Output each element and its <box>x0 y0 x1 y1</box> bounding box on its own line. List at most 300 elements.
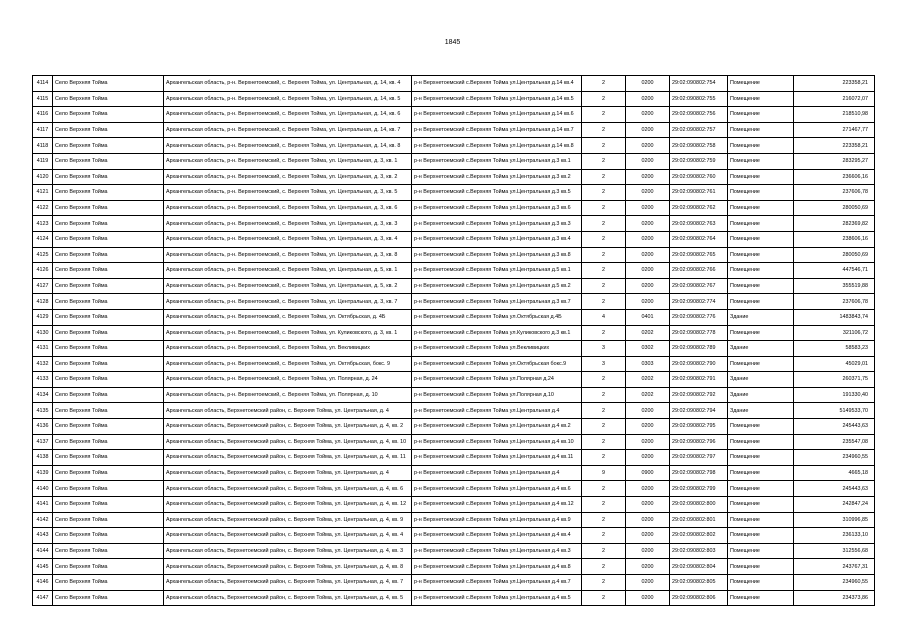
object-type-cell: Помещение <box>728 200 794 216</box>
location-cell: р-н Верхнетоемский с.Верхняя Тойма ул.Центральная д.4 кв.6 <box>412 481 582 497</box>
address-cell: Архангельская область, Верхнетоемский район, с. Верхняя Тойма, ул. Центральная, д. 4, кв. 11 <box>164 450 412 466</box>
address-cell: Архангельская область, р-н. Верхнетоемский, с. Верхняя Тойма, ул. Центральная, д. 3, кв. 4 <box>164 231 412 247</box>
table-row <box>33 419 875 435</box>
table-row <box>33 153 875 169</box>
subgroup-code-cell: 0200 <box>626 231 670 247</box>
address-cell: Архангельская область, Верхнетоемский район, с. Верхняя Тойма, ул. Центральная, д. 4, кв. 2 <box>164 419 412 435</box>
group-code-cell: 2 <box>582 419 626 435</box>
settlement-cell: Село Верхняя Тойма <box>53 231 164 247</box>
row-number-cell: 4131 <box>33 341 53 357</box>
table-row <box>33 91 875 107</box>
group-code-cell: 2 <box>582 91 626 107</box>
group-code-cell: 2 <box>582 512 626 528</box>
subgroup-code-cell: 0200 <box>626 76 670 92</box>
row-number-cell: 4130 <box>33 325 53 341</box>
group-code-cell: 2 <box>582 278 626 294</box>
subgroup-code-cell: 0202 <box>626 325 670 341</box>
subgroup-code-cell: 0200 <box>626 403 670 419</box>
cadastral-number-cell: 29:02:090802:761 <box>670 185 728 201</box>
subgroup-code-cell: 0200 <box>626 122 670 138</box>
table-row <box>33 434 875 450</box>
object-type-cell: Помещение <box>728 216 794 232</box>
cadastral-value-cell: 234960,55 <box>794 450 875 466</box>
group-code-cell: 3 <box>582 341 626 357</box>
group-code-cell: 2 <box>582 450 626 466</box>
cadastral-number-cell: 29:02:090802:797 <box>670 450 728 466</box>
object-type-cell: Помещение <box>728 294 794 310</box>
group-code-cell: 2 <box>582 169 626 185</box>
location-cell: р-н Верхнетоемский с.Верхняя Тойма ул.Центральная д.3 кв.7 <box>412 294 582 310</box>
row-number-cell: 4117 <box>33 122 53 138</box>
table-row <box>33 76 875 92</box>
settlement-cell: Село Верхняя Тойма <box>53 419 164 435</box>
location-cell: р-н Верхнетоемский с.Верхняя Тойма ул.Центральная д.4 кв.12 <box>412 497 582 513</box>
address-cell: Архангельская область, р-н. Верхнетоемский, с. Верхняя Тойма, ул. Центральная, д. 14, кв. 8 <box>164 138 412 154</box>
group-code-cell: 2 <box>582 403 626 419</box>
row-number-cell: 4138 <box>33 450 53 466</box>
address-cell: Архангельская область, Верхнетоемский район, с. Верхняя Тойма, ул. Центральная, д. 4, кв. 10 <box>164 434 412 450</box>
settlement-cell: Село Верхняя Тойма <box>53 543 164 559</box>
row-number-cell: 4140 <box>33 481 53 497</box>
location-cell: р-н Верхнетоемский с.Верхняя Тойма ул.Центральная д.4 кв.5 <box>412 590 582 606</box>
location-cell: р-н Верхнетоемский с.Верхняя Тойма ул.Центральная д.4 кв.10 <box>412 434 582 450</box>
settlement-cell: Село Верхняя Тойма <box>53 356 164 372</box>
address-cell: Архангельская область, Верхнетоемский район, с. Верхняя Тойма, ул. Центральная, д. 4, кв. 7 <box>164 575 412 591</box>
table-row <box>33 590 875 606</box>
table-row <box>33 341 875 357</box>
object-type-cell: Помещение <box>728 528 794 544</box>
row-number-cell: 4137 <box>33 434 53 450</box>
object-type-cell: Помещение <box>728 91 794 107</box>
cadastral-number-cell: 29:02:090802:759 <box>670 153 728 169</box>
settlement-cell: Село Верхняя Тойма <box>53 450 164 466</box>
location-cell: р-н Верхнетоемский с.Верхняя Тойма ул.Векливицких <box>412 341 582 357</box>
cadastral-value-cell: 191330,40 <box>794 387 875 403</box>
subgroup-code-cell: 0200 <box>626 590 670 606</box>
row-number-cell: 4118 <box>33 138 53 154</box>
group-code-cell: 2 <box>582 325 626 341</box>
page-number: 1845 <box>444 39 461 46</box>
object-type-cell: Помещение <box>728 231 794 247</box>
settlement-cell: Село Верхняя Тойма <box>53 575 164 591</box>
address-cell: Архангельская область, р-н. Верхнетоемский, с. Верхняя Тойма, ул. Центральная, д. 14, кв. 7 <box>164 122 412 138</box>
cadastral-value-cell: 45029,01 <box>794 356 875 372</box>
address-cell: Архангельская область, р-н. Верхнетоемский, с. Верхняя Тойма, ул. Центральная, д. 3, кв. 3 <box>164 216 412 232</box>
cadastral-value-cell: 271467,77 <box>794 122 875 138</box>
address-cell: Архангельская область, р-н. Верхнетоемский, с. Верхняя Тойма, ул. Центральная, д. 3, кв. 8 <box>164 247 412 263</box>
row-number-cell: 4119 <box>33 153 53 169</box>
cadastral-value-cell: 234373,86 <box>794 590 875 606</box>
cadastral-number-cell: 29:02:090802:774 <box>670 294 728 310</box>
subgroup-code-cell: 0200 <box>626 419 670 435</box>
table-row <box>33 138 875 154</box>
subgroup-code-cell: 0200 <box>626 528 670 544</box>
row-number-cell: 4139 <box>33 465 53 481</box>
table-row <box>33 185 875 201</box>
group-code-cell: 2 <box>582 294 626 310</box>
group-code-cell: 2 <box>582 590 626 606</box>
cadastral-value-cell: 223358,21 <box>794 138 875 154</box>
cadastral-value-cell: 237606,78 <box>794 185 875 201</box>
subgroup-code-cell: 0200 <box>626 512 670 528</box>
settlement-cell: Село Верхняя Тойма <box>53 325 164 341</box>
location-cell: р-н Верхнетоемский с.Верхняя Тойма ул.Центральная д.14 кв.6 <box>412 107 582 123</box>
cadastral-value-cell: 216072,07 <box>794 91 875 107</box>
group-code-cell: 2 <box>582 263 626 279</box>
cadastral-number-cell: 29:02:090802:800 <box>670 497 728 513</box>
location-cell: р-н Верхнетоемский с.Верхняя Тойма ул.Центральная д.4 кв.8 <box>412 559 582 575</box>
settlement-cell: Село Верхняя Тойма <box>53 122 164 138</box>
location-cell: р-н Верхнетоемский с.Верхняя Тойма ул.Октябрьская бокс.9 <box>412 356 582 372</box>
object-type-cell: Помещение <box>728 278 794 294</box>
row-number-cell: 4126 <box>33 263 53 279</box>
row-number-cell: 4127 <box>33 278 53 294</box>
group-code-cell: 2 <box>582 247 626 263</box>
location-cell: р-н Верхнетоемский с.Верхняя Тойма ул.Центральная д.14 кв.8 <box>412 138 582 154</box>
cadastral-number-cell: 29:02:090802:754 <box>670 76 728 92</box>
settlement-cell: Село Верхняя Тойма <box>53 138 164 154</box>
table-row <box>33 216 875 232</box>
object-type-cell: Помещение <box>728 465 794 481</box>
table-row <box>33 387 875 403</box>
row-number-cell: 4121 <box>33 185 53 201</box>
location-cell: р-н Верхнетоемский с.Верхняя Тойма ул.Центральная д.3 кв.4 <box>412 231 582 247</box>
subgroup-code-cell: 0200 <box>626 543 670 559</box>
object-type-cell: Помещение <box>728 122 794 138</box>
row-number-cell: 4145 <box>33 559 53 575</box>
subgroup-code-cell: 0200 <box>626 169 670 185</box>
object-type-cell: Помещение <box>728 263 794 279</box>
cadastral-value-cell: 236133,10 <box>794 528 875 544</box>
table-row <box>33 247 875 263</box>
location-cell: р-н Верхнетоемский с.Верхняя Тойма ул.Центральная д.14 кв.4 <box>412 76 582 92</box>
group-code-cell: 2 <box>582 216 626 232</box>
subgroup-code-cell: 0200 <box>626 200 670 216</box>
settlement-cell: Село Верхняя Тойма <box>53 76 164 92</box>
row-number-cell: 4134 <box>33 387 53 403</box>
subgroup-code-cell: 0200 <box>626 575 670 591</box>
object-type-cell: Помещение <box>728 543 794 559</box>
settlement-cell: Село Верхняя Тойма <box>53 590 164 606</box>
address-cell: Архангельская область, Верхнетоемский район, с. Верхняя Тойма, ул. Центральная, д. 4, кв. 9 <box>164 512 412 528</box>
location-cell: р-н Верхнетоемский с.Верхняя Тойма ул.Центральная д.4 кв.9 <box>412 512 582 528</box>
cadastral-value-cell: 238606,16 <box>794 231 875 247</box>
subgroup-code-cell: 0200 <box>626 497 670 513</box>
cadastral-value-cell: 236606,16 <box>794 169 875 185</box>
cadastral-value-cell: 235547,08 <box>794 434 875 450</box>
address-cell: Архангельская область, р-н. Верхнетоемский, с. Верхняя Тойма, ул. Центральная, д. 3, кв. 1 <box>164 153 412 169</box>
object-type-cell: Помещение <box>728 247 794 263</box>
cadastral-value-cell: 234960,55 <box>794 575 875 591</box>
settlement-cell: Село Верхняя Тойма <box>53 200 164 216</box>
address-cell: Архангельская область, р-н. Верхнетоемский, с. Верхняя Тойма, ул. Полярная, д. 10 <box>164 387 412 403</box>
subgroup-code-cell: 0200 <box>626 294 670 310</box>
table-row <box>33 450 875 466</box>
cadastral-number-cell: 29:02:090802:760 <box>670 169 728 185</box>
table-row <box>33 263 875 279</box>
location-cell: р-н Верхнетоемский с.Верхняя Тойма ул.Центральная д.4 <box>412 403 582 419</box>
location-cell: р-н Верхнетоемский с.Верхняя Тойма ул.Центральная д.3 кв.5 <box>412 185 582 201</box>
settlement-cell: Село Верхняя Тойма <box>53 91 164 107</box>
object-type-cell: Помещение <box>728 76 794 92</box>
subgroup-code-cell: 0900 <box>626 465 670 481</box>
address-cell: Архангельская область, р-н. Верхнетоемский, с. Верхняя Тойма, ул. Центральная, д. 5, кв. 1 <box>164 263 412 279</box>
cadastral-number-cell: 29:02:090802:794 <box>670 403 728 419</box>
subgroup-code-cell: 0302 <box>626 341 670 357</box>
group-code-cell: 2 <box>582 153 626 169</box>
address-cell: Архангельская область, р-н. Верхнетоемский, с. Верхняя Тойма, ул. Центральная, д. 14, кв. 4 <box>164 76 412 92</box>
settlement-cell: Село Верхняя Тойма <box>53 465 164 481</box>
settlement-cell: Село Верхняя Тойма <box>53 481 164 497</box>
table-row <box>33 107 875 123</box>
table-row <box>33 200 875 216</box>
settlement-cell: Село Верхняя Тойма <box>53 403 164 419</box>
address-cell: Архангельская область, Верхнетоемский район, с. Верхняя Тойма, ул. Центральная, д. 4 <box>164 465 412 481</box>
settlement-cell: Село Верхняя Тойма <box>53 559 164 575</box>
table-row <box>33 278 875 294</box>
address-cell: Архангельская область, р-н. Верхнетоемский, с. Верхняя Тойма, ул. Векливицких <box>164 341 412 357</box>
group-code-cell: 2 <box>582 372 626 388</box>
table-row <box>33 122 875 138</box>
cadastral-value-cell: 280050,69 <box>794 247 875 263</box>
settlement-cell: Село Верхняя Тойма <box>53 185 164 201</box>
settlement-cell: Село Верхняя Тойма <box>53 169 164 185</box>
cadastral-value-cell: 280050,69 <box>794 200 875 216</box>
cadastral-number-cell: 29:02:090802:766 <box>670 263 728 279</box>
object-type-cell: Помещение <box>728 356 794 372</box>
cadastral-value-cell: 355519,88 <box>794 278 875 294</box>
object-type-cell: Помещение <box>728 559 794 575</box>
table-row <box>33 465 875 481</box>
settlement-cell: Село Верхняя Тойма <box>53 434 164 450</box>
location-cell: р-н Верхнетоемский с.Верхняя Тойма ул.Куликовского д.3 кв.1 <box>412 325 582 341</box>
group-code-cell: 2 <box>582 543 626 559</box>
cadastral-value-cell: 310996,85 <box>794 512 875 528</box>
table-row <box>33 372 875 388</box>
address-cell: Архангельская область, р-н. Верхнетоемский, с. Верхняя Тойма, ул. Полярная, д. 24 <box>164 372 412 388</box>
location-cell: р-н Верхнетоемский с.Верхняя Тойма ул.Центральная д.3 кв.3 <box>412 216 582 232</box>
subgroup-code-cell: 0200 <box>626 216 670 232</box>
object-type-cell: Помещение <box>728 481 794 497</box>
settlement-cell: Село Верхняя Тойма <box>53 216 164 232</box>
row-number-cell: 4147 <box>33 590 53 606</box>
group-code-cell: 2 <box>582 528 626 544</box>
table-row <box>33 356 875 372</box>
cadastral-number-cell: 29:02:090802:804 <box>670 559 728 575</box>
location-cell: р-н Верхнетоемский с.Верхняя Тойма ул.Полярная д.24 <box>412 372 582 388</box>
subgroup-code-cell: 0200 <box>626 263 670 279</box>
group-code-cell: 9 <box>582 465 626 481</box>
group-code-cell: 2 <box>582 122 626 138</box>
group-code-cell: 2 <box>582 497 626 513</box>
table-row <box>33 325 875 341</box>
row-number-cell: 4143 <box>33 528 53 544</box>
location-cell: р-н Верхнетоемский с.Верхняя Тойма ул.Центральная д.5 кв.1 <box>412 263 582 279</box>
row-number-cell: 4136 <box>33 419 53 435</box>
subgroup-code-cell: 0303 <box>626 356 670 372</box>
subgroup-code-cell: 0202 <box>626 387 670 403</box>
cadastral-value-cell: 245443,63 <box>794 481 875 497</box>
row-number-cell: 4125 <box>33 247 53 263</box>
object-type-cell: Помещение <box>728 497 794 513</box>
table-row <box>33 575 875 591</box>
cadastral-value-cell: 283295,27 <box>794 153 875 169</box>
address-cell: Архангельская область, р-н. Верхнетоемский, с. Верхняя Тойма, ул. Куликовского, д. 3, кв. 1 <box>164 325 412 341</box>
object-type-cell: Здание <box>728 403 794 419</box>
object-type-cell: Здание <box>728 309 794 325</box>
location-cell: р-н Верхнетоемский с.Верхняя Тойма ул.Центральная д.4 кв.7 <box>412 575 582 591</box>
row-number-cell: 4120 <box>33 169 53 185</box>
subgroup-code-cell: 0202 <box>626 372 670 388</box>
settlement-cell: Село Верхняя Тойма <box>53 278 164 294</box>
row-number-cell: 4142 <box>33 512 53 528</box>
group-code-cell: 3 <box>582 356 626 372</box>
cadastral-number-cell: 29:02:090802:790 <box>670 356 728 372</box>
location-cell: р-н Верхнетоемский с.Верхняя Тойма ул.Октябрьская д.4Б <box>412 309 582 325</box>
cadastral-number-cell: 29:02:090802:757 <box>670 122 728 138</box>
location-cell: р-н Верхнетоемский с.Верхняя Тойма ул.Центральная д.4 кв.11 <box>412 450 582 466</box>
object-type-cell: Помещение <box>728 185 794 201</box>
address-cell: Архангельская область, р-н. Верхнетоемский, с. Верхняя Тойма, ул. Центральная, д. 3, кв. 6 <box>164 200 412 216</box>
object-type-cell: Помещение <box>728 107 794 123</box>
row-number-cell: 4133 <box>33 372 53 388</box>
object-type-cell: Помещение <box>728 590 794 606</box>
subgroup-code-cell: 0200 <box>626 481 670 497</box>
object-type-cell: Помещение <box>728 434 794 450</box>
row-number-cell: 4135 <box>33 403 53 419</box>
address-cell: Архангельская область, р-н. Верхнетоемский, с. Верхняя Тойма, ул. Центральная, д. 3, кв. 2 <box>164 169 412 185</box>
group-code-cell: 2 <box>582 434 626 450</box>
row-number-cell: 4129 <box>33 309 53 325</box>
table-row <box>33 231 875 247</box>
location-cell: р-н Верхнетоемский с.Верхняя Тойма ул.Центральная д.5 кв.2 <box>412 278 582 294</box>
cadastral-number-cell: 29:02:090802:802 <box>670 528 728 544</box>
location-cell: р-н Верхнетоемский с.Верхняя Тойма ул.Центральная д.3 кв.8 <box>412 247 582 263</box>
table-row <box>33 528 875 544</box>
table-row <box>33 543 875 559</box>
settlement-cell: Село Верхняя Тойма <box>53 247 164 263</box>
table-row <box>33 497 875 513</box>
cadastral-value-cell: 4665,18 <box>794 465 875 481</box>
group-code-cell: 2 <box>582 200 626 216</box>
cadastral-number-cell: 29:02:090802:778 <box>670 325 728 341</box>
settlement-cell: Село Верхняя Тойма <box>53 528 164 544</box>
subgroup-code-cell: 0200 <box>626 153 670 169</box>
address-cell: Архангельская область, р-н. Верхнетоемский, с. Верхняя Тойма, ул. Центральная, д. 14, кв. 5 <box>164 91 412 107</box>
settlement-cell: Село Верхняя Тойма <box>53 309 164 325</box>
group-code-cell: 4 <box>582 309 626 325</box>
cadastral-number-cell: 29:02:090802:789 <box>670 341 728 357</box>
cadastral-number-cell: 29:02:090802:767 <box>670 278 728 294</box>
table-row <box>33 169 875 185</box>
group-code-cell: 2 <box>582 575 626 591</box>
cadastral-value-cell: 312556,68 <box>794 543 875 559</box>
cadastral-value-cell: 242847,24 <box>794 497 875 513</box>
object-type-cell: Помещение <box>728 153 794 169</box>
cadastral-value-cell: 5149533,70 <box>794 403 875 419</box>
settlement-cell: Село Верхняя Тойма <box>53 341 164 357</box>
address-cell: Архангельская область, Верхнетоемский район, с. Верхняя Тойма, ул. Центральная, д. 4 <box>164 403 412 419</box>
subgroup-code-cell: 0200 <box>626 91 670 107</box>
cadastral-number-cell: 29:02:090802:791 <box>670 372 728 388</box>
settlement-cell: Село Верхняя Тойма <box>53 263 164 279</box>
cadastral-number-cell: 29:02:090802:763 <box>670 216 728 232</box>
cadastral-value-cell: 260371,75 <box>794 372 875 388</box>
object-type-cell: Помещение <box>728 169 794 185</box>
cadastral-value-cell: 282369,82 <box>794 216 875 232</box>
cadastral-number-cell: 29:02:090802:764 <box>670 231 728 247</box>
cadastral-number-cell: 29:02:090802:758 <box>670 138 728 154</box>
row-number-cell: 4123 <box>33 216 53 232</box>
table-row <box>33 309 875 325</box>
settlement-cell: Село Верхняя Тойма <box>53 294 164 310</box>
subgroup-code-cell: 0200 <box>626 138 670 154</box>
row-number-cell: 4114 <box>33 76 53 92</box>
cadastral-number-cell: 29:02:090802:762 <box>670 200 728 216</box>
cadastral-number-cell: 29:02:090802:806 <box>670 590 728 606</box>
location-cell: р-н Верхнетоемский с.Верхняя Тойма ул.Центральная д.3 кв.6 <box>412 200 582 216</box>
address-cell: Архангельская область, р-н. Верхнетоемский, с. Верхняя Тойма, ул. Октябрьская, д. 4Б <box>164 309 412 325</box>
address-cell: Архангельская область, р-н. Верхнетоемский, с. Верхняя Тойма, ул. Центральная, д. 14, кв. 6 <box>164 107 412 123</box>
address-cell: Архангельская область, Верхнетоемский район, с. Верхняя Тойма, ул. Центральная, д. 4, кв. 6 <box>164 481 412 497</box>
subgroup-code-cell: 0200 <box>626 559 670 575</box>
row-number-cell: 4144 <box>33 543 53 559</box>
subgroup-code-cell: 0401 <box>626 309 670 325</box>
object-type-cell: Помещение <box>728 575 794 591</box>
cadastral-number-cell: 29:02:090802:792 <box>670 387 728 403</box>
cadastral-number-cell: 29:02:090802:801 <box>670 512 728 528</box>
address-cell: Архангельская область, Верхнетоемский район, с. Верхняя Тойма, ул. Центральная, д. 4, кв. 12 <box>164 497 412 513</box>
table-body <box>33 76 875 606</box>
row-number-cell: 4115 <box>33 91 53 107</box>
group-code-cell: 2 <box>582 231 626 247</box>
subgroup-code-cell: 0200 <box>626 247 670 263</box>
subgroup-code-cell: 0200 <box>626 278 670 294</box>
object-type-cell: Помещение <box>728 138 794 154</box>
group-code-cell: 2 <box>582 76 626 92</box>
cadastral-number-cell: 29:02:090802:755 <box>670 91 728 107</box>
table-row <box>33 481 875 497</box>
object-type-cell: Помещение <box>728 325 794 341</box>
row-number-cell: 4116 <box>33 107 53 123</box>
settlement-cell: Село Верхняя Тойма <box>53 497 164 513</box>
cadastral-number-cell: 29:02:090802:805 <box>670 575 728 591</box>
cadastral-value-cell: 447546,71 <box>794 263 875 279</box>
location-cell: р-н Верхнетоемский с.Верхняя Тойма ул.Центральная д.4 кв.2 <box>412 419 582 435</box>
row-number-cell: 4124 <box>33 231 53 247</box>
object-type-cell: Помещение <box>728 419 794 435</box>
cadastral-value-cell: 321106,72 <box>794 325 875 341</box>
cadastral-number-cell: 29:02:090802:803 <box>670 543 728 559</box>
cadastral-value-cell: 1483843,74 <box>794 309 875 325</box>
table-row <box>33 294 875 310</box>
group-code-cell: 2 <box>582 559 626 575</box>
row-number-cell: 4128 <box>33 294 53 310</box>
address-cell: Архангельская область, Верхнетоемский район, с. Верхняя Тойма, ул. Центральная, д. 4, кв. 5 <box>164 590 412 606</box>
object-type-cell: Здание <box>728 372 794 388</box>
location-cell: р-н Верхнетоемский с.Верхняя Тойма ул.Центральная д.4 кв.4 <box>412 528 582 544</box>
settlement-cell: Село Верхняя Тойма <box>53 512 164 528</box>
row-number-cell: 4141 <box>33 497 53 513</box>
cadastral-value-cell: 223358,21 <box>794 76 875 92</box>
cadastral-value-cell: 245443,63 <box>794 419 875 435</box>
group-code-cell: 2 <box>582 138 626 154</box>
cadastral-number-cell: 29:02:090802:798 <box>670 465 728 481</box>
cadastral-value-cell: 58583,23 <box>794 341 875 357</box>
object-type-cell: Здание <box>728 341 794 357</box>
table-row <box>33 403 875 419</box>
subgroup-code-cell: 0200 <box>626 107 670 123</box>
